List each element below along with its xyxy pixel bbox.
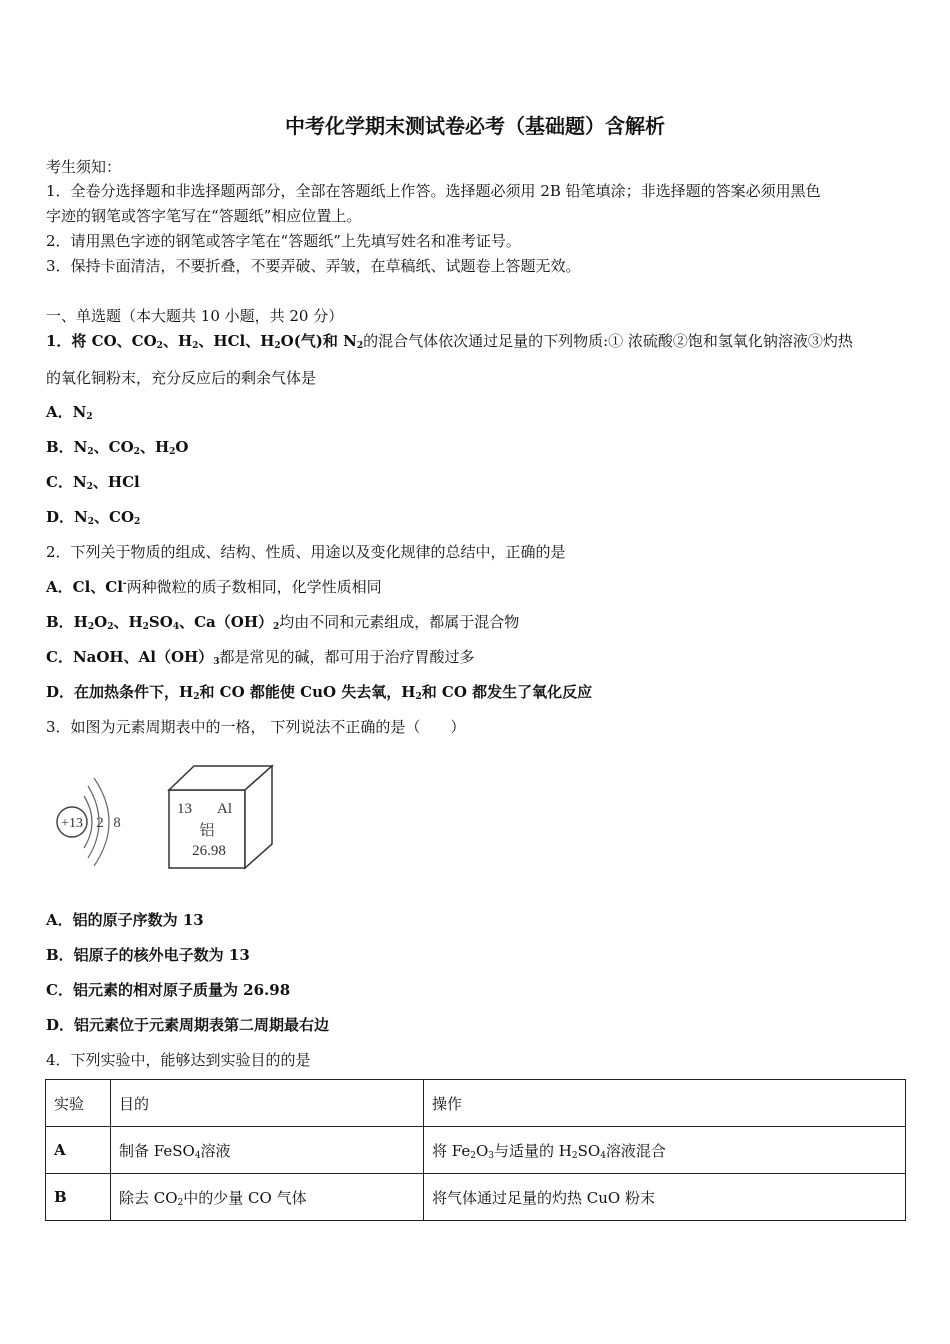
atomic-mass: 26.98: [192, 843, 226, 859]
atom-structure-diagram: [57, 778, 121, 866]
row-operation: 将气体通过足量的灼热 CuO 粉末: [424, 1174, 906, 1221]
shell-1-electrons: 2: [96, 815, 104, 831]
q2-option-c: C．NaOH、$Al(OH)_3$都是常见的碱，都可用于治疗胃酸过多: [46, 648, 475, 667]
experiment-table: [45, 1079, 906, 1221]
header-operation: 操作: [424, 1080, 906, 1127]
q1-option-a: A．$N_2$: [46, 403, 93, 422]
page-title: 中考化学期末测试卷必考（基础题）含解析: [285, 114, 665, 138]
header-purpose: 目的: [111, 1080, 424, 1127]
notice-item-2: 2．请用黑色字迹的钢笔或答字笔在“答题纸”上先填写姓名和准考证号。: [46, 232, 521, 250]
row-purpose: 制备 FeSO$_4$溶液: [111, 1127, 424, 1174]
notice-item-3: 3．保持卡面清洁，不要折叠，不要弄破、弄皱，在草稿纸、试题卷上答题无效。: [46, 257, 581, 275]
q2-option-b: B．$H_2O_2$、$H_2SO_4$、$Ca(OH)_2$均由不同和元素组成，都属于混合物: [46, 613, 520, 632]
q1-stem-line2: 的氧化铜粉末，充分反应后的剩余气体是: [46, 369, 317, 387]
q1-stem: 1．将 CO、$CO_2$、$H_2$、HCl、$H_2O$(气)和 $N_2$的混合气体依次通过足量的下列物质:① 浓硫酸②饱和氢氧化钠溶液③灼热: [46, 332, 853, 351]
q2-option-d: D．在加热条件下，$H_2$和 CO 都能使 CuO 失去氧，$H_2$和 CO 都发生了氧化反应: [46, 683, 593, 702]
q2-stem: 2．下列关于物质的组成、结构、性质、用途以及变化规律的总结中，正确的是: [46, 543, 566, 561]
q3-option-c: C．铝元素的相对原子质量为 26.98: [46, 981, 291, 999]
element-name: 铝: [199, 821, 215, 839]
header-experiment: 实验: [46, 1080, 111, 1127]
row-purpose: 除去 $CO_2$中的少量 CO 气体: [111, 1174, 424, 1221]
shell-arc-1: [84, 796, 92, 848]
table-row: [46, 1174, 906, 1221]
row-label: A: [46, 1127, 111, 1174]
q3-stem: 3．如图为元素周期表中的一格， 下列说法不正确的是（ ）: [46, 718, 466, 736]
row-operation: 将 $Fe_2O_3$与适量的 $H_2SO_4$溶液混合: [424, 1127, 906, 1174]
q1-stem-text: 1．将 CO、CO: [46, 332, 157, 350]
notice-item-1b: 字迹的钢笔或答字笔写在“答题纸”相应位置上。: [46, 207, 362, 225]
element-symbol: Al: [217, 801, 232, 817]
table-header-row: [46, 1080, 906, 1127]
nucleus-charge: +13: [61, 816, 83, 831]
notice-item-1a: 1．全卷分选择题和非选择题两部分，全部在答题纸上作答。选择题必须用 2B 铅笔填涂；非选择题的答案必须用黑色: [46, 182, 821, 200]
aluminum-figure: [50, 758, 290, 870]
table-row: [46, 1127, 906, 1174]
q1-option-d: D．$N_2$、$CO_2$: [46, 508, 141, 527]
atomic-number: 13: [177, 801, 192, 817]
shell-2-electrons: 8: [113, 815, 121, 831]
q3-option-b: B．铝原子的核外电子数为 13: [46, 946, 250, 964]
q3-option-a: A．铝的原子序数为 13: [46, 911, 204, 929]
section-heading: 一、单选题（本大题共 10 小题，共 20 分）: [46, 307, 344, 325]
periodic-table-cell: [169, 766, 272, 868]
q3-option-d: D．铝元素位于元素周期表第二周期最右边: [46, 1016, 330, 1034]
q2-option-a: A．Cl、Cl-两种微粒的质子数相同，化学性质相同: [46, 578, 382, 596]
q4-stem: 4．下列实验中，能够达到实验目的的是: [46, 1051, 311, 1069]
q1-option-b: B．$N_2$、$CO_2$、$H_2O$: [46, 438, 189, 457]
notice-header: 考生须知：: [46, 158, 122, 176]
row-label: B: [46, 1174, 111, 1221]
q1-option-c: C．$N_2$、HCl: [46, 473, 140, 492]
